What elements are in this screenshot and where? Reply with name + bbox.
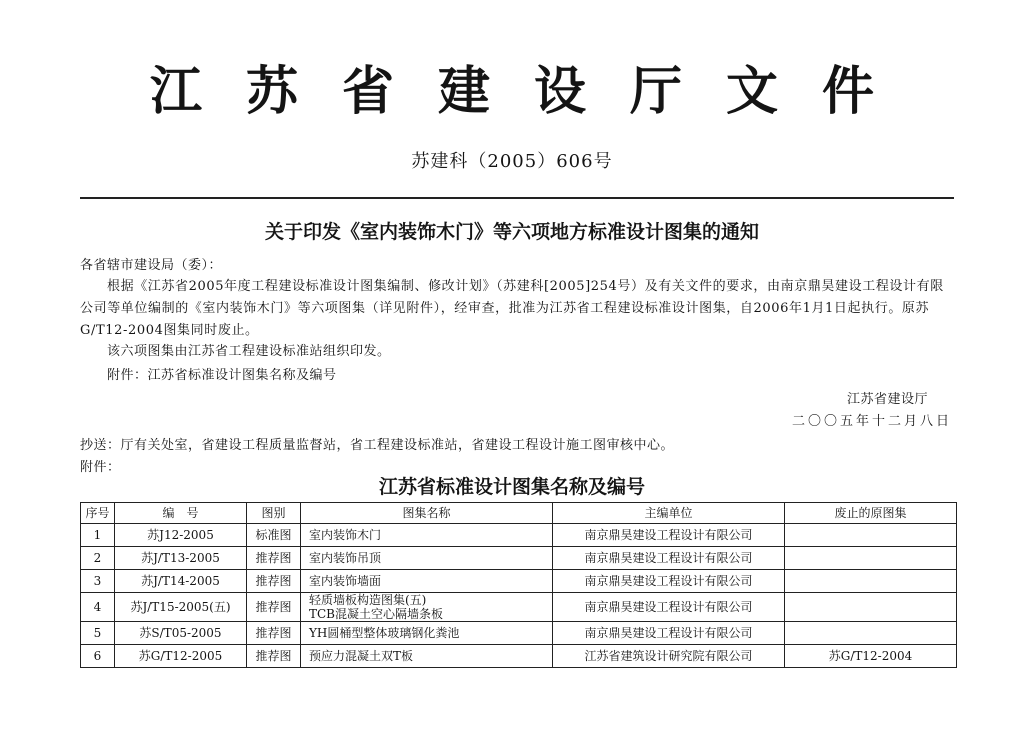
- header-replaced: 废止的原图集: [785, 503, 957, 524]
- row-name: 轻质墙板构造图集(五): [309, 593, 427, 607]
- header-editor: 主编单位: [553, 503, 785, 524]
- row-editor: 南京鼎昊建设工程设计有限公司: [553, 570, 785, 593]
- row-name: YH圆桶型整体玻璃钢化粪池: [301, 622, 553, 645]
- table-row: [81, 645, 957, 668]
- table-row: [81, 622, 957, 645]
- row-code: 苏J12-2005: [115, 524, 247, 547]
- row-editor: 南京鼎昊建设工程设计有限公司: [553, 593, 785, 622]
- row-name: 室内装饰木门: [301, 524, 553, 547]
- row-code: 苏J/T13-2005: [115, 547, 247, 570]
- issuer: 江苏省建设厅: [846, 392, 928, 407]
- row-type: 推荐图: [247, 570, 301, 593]
- header-type: 图别: [247, 503, 301, 524]
- header-divider: [80, 197, 954, 199]
- row-code: 苏G/T12-2005: [115, 645, 247, 668]
- attachment-label: 附件：: [80, 460, 121, 475]
- row-replaced: [785, 593, 957, 622]
- row-editor: 南京鼎昊建设工程设计有限公司: [553, 547, 785, 570]
- row-name-cell: [301, 593, 553, 622]
- row-type: 推荐图: [247, 645, 301, 668]
- header-code: 编 号: [115, 503, 247, 524]
- row-no: 4: [81, 593, 115, 622]
- row-replaced: [785, 622, 957, 645]
- row-replaced: [785, 524, 957, 547]
- row-replaced: [785, 547, 957, 570]
- document-number: 苏建科（2005）606号: [411, 151, 613, 172]
- row-editor: 南京鼎昊建设工程设计有限公司: [553, 622, 785, 645]
- row-name: 室内装饰墙面: [301, 570, 553, 593]
- row-no: 2: [81, 547, 115, 570]
- document-title: 江苏省建设厅文件: [149, 62, 918, 122]
- notice-paragraph-2: 该六项图集由江苏省工程建设标准站组织印发。: [107, 344, 391, 359]
- header-name: 图集名称: [301, 503, 553, 524]
- row-code: 苏J/T14-2005: [115, 570, 247, 593]
- row-no: 6: [81, 645, 115, 668]
- table-title: 江苏省标准设计图集名称及编号: [378, 476, 645, 498]
- table-row: [81, 524, 957, 547]
- row-code: 苏J/T15-2005(五): [115, 593, 247, 622]
- cc-line: 抄送：厅有关处室，省建设工程质量监督站，省工程建设标准站，省建设工程设计施工图审核中心。: [80, 438, 675, 453]
- table-row: [81, 570, 957, 593]
- table-row: [81, 593, 957, 622]
- row-type: 推荐图: [247, 593, 301, 622]
- row-no: 3: [81, 570, 115, 593]
- table-row: [81, 547, 957, 570]
- header-no: 序号: [81, 503, 115, 524]
- row-type: 标准图: [247, 524, 301, 547]
- row-editor: 江苏省建筑设计研究院有限公司: [553, 645, 785, 668]
- row-name: 预应力混凝土双T板: [301, 645, 553, 668]
- attachment-reference: 附件：江苏省标准设计图集名称及编号: [107, 368, 337, 383]
- notice-paragraph-1: 根据《江苏省2005年度工程建设标准设计图集编制、修改计划》（苏建科[2005]254号）及有关文件的要求，由南京鼎昊建设工程设计有限公司等单位编制的《室内装饰木门》等六项图集（详见附件），经审查，批准为江苏省工程建设标准设计图集，自2006年1月1日起执行。原苏G/T12-2004图集同时废止。: [80, 279, 944, 338]
- row-replaced: 苏G/T12-2004: [785, 645, 957, 668]
- addressee: 各省辖市建设局（委）：: [80, 258, 223, 273]
- row-name: 室内装饰吊顶: [301, 547, 553, 570]
- row-editor: 南京鼎昊建设工程设计有限公司: [553, 524, 785, 547]
- row-replaced: [785, 570, 957, 593]
- row-code: 苏S/T05-2005: [115, 622, 247, 645]
- row-no: 5: [81, 622, 115, 645]
- row-name-line2: TCB混凝土空心隔墙条板: [309, 607, 444, 621]
- row-no: 1: [81, 524, 115, 547]
- notice-title: 关于印发《室内装饰木门》等六项地方标准设计图集的通知: [264, 221, 759, 243]
- row-type: 推荐图: [247, 547, 301, 570]
- row-type: 推荐图: [247, 622, 301, 645]
- table-header-row: [81, 503, 957, 524]
- issue-date: 二〇〇五年十二月八日: [791, 414, 952, 429]
- atlas-table: [80, 502, 957, 668]
